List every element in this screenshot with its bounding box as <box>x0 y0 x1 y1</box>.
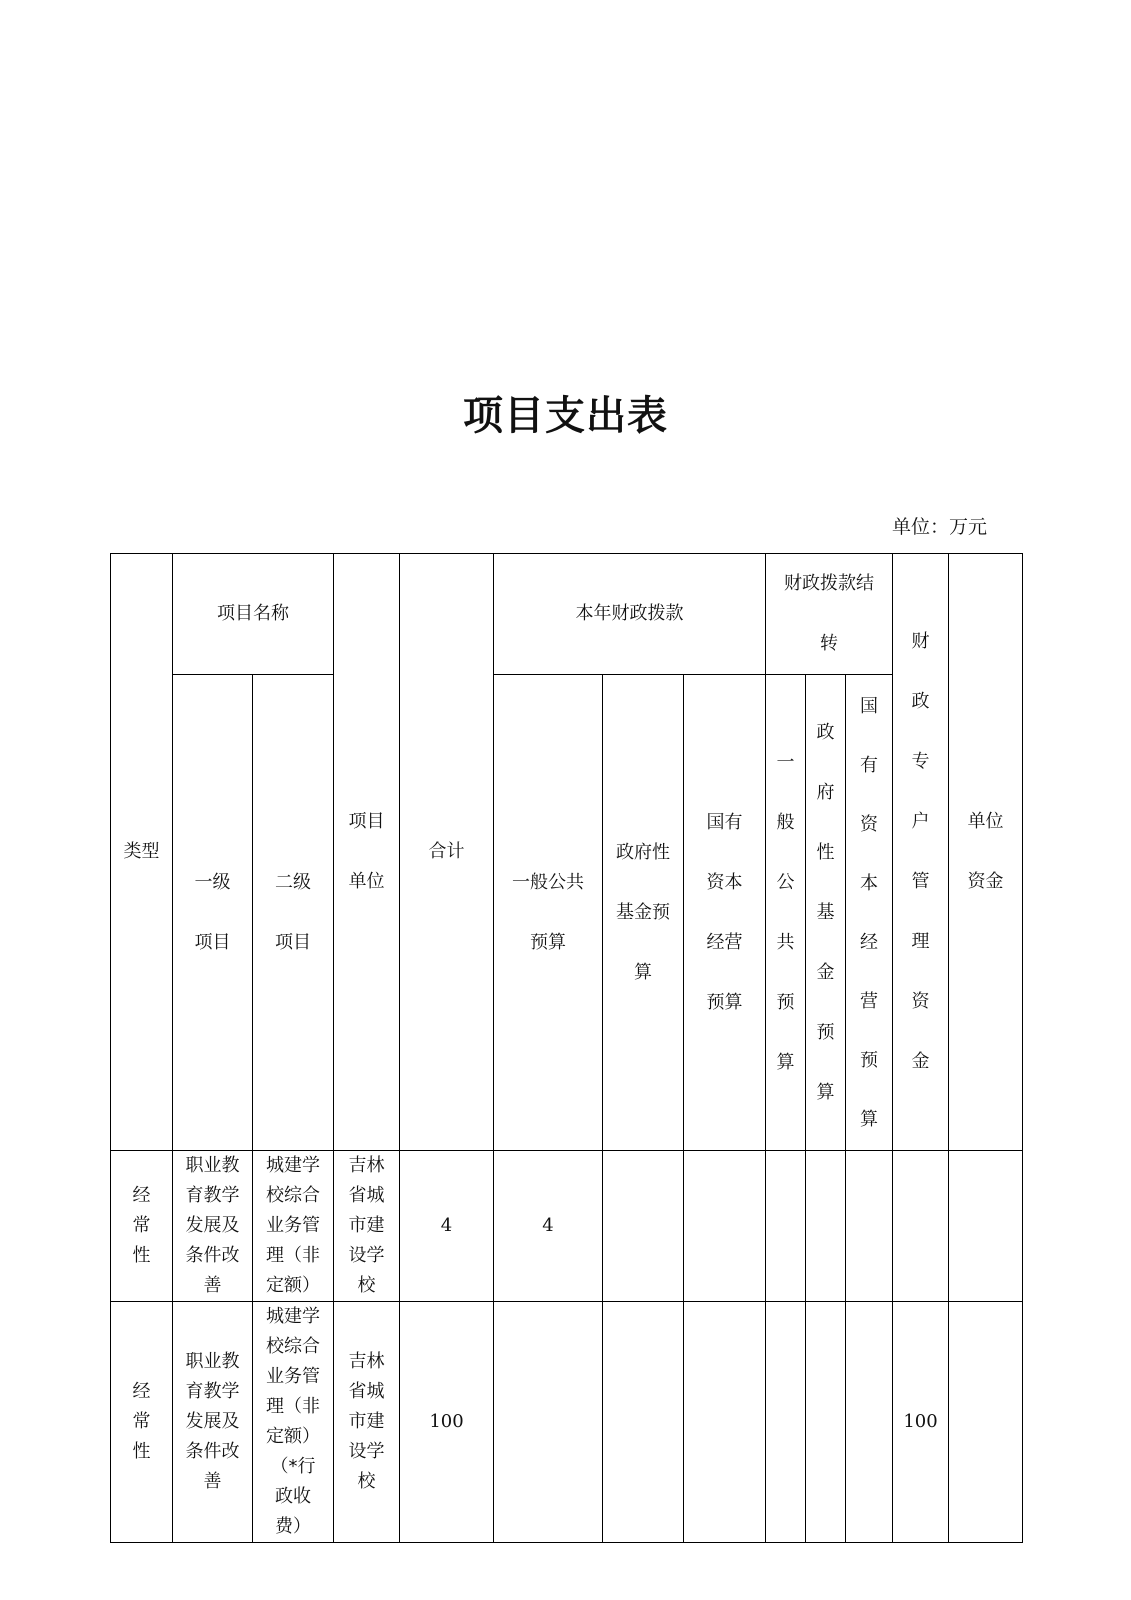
cell-special-account: 100 <box>893 1302 949 1543</box>
header-state-capital: 国有资本经营预算 <box>684 675 766 1151</box>
header-level2: 二级项目 <box>253 675 334 1151</box>
header-project-name: 项目名称 <box>173 554 334 675</box>
cell-unit: 吉林省城市建设学校 <box>334 1151 400 1302</box>
table-row <box>111 1151 1023 1302</box>
header-carry-state-capital: 国有资本经营预算 <box>846 675 893 1151</box>
cell-carry-state-capital <box>846 1151 893 1302</box>
cell-unit-funds <box>949 1302 1023 1543</box>
header-total: 合计 <box>400 554 494 1151</box>
cell-carry-general <box>766 1151 806 1302</box>
cell-state-capital <box>684 1151 766 1302</box>
cell-unit: 吉林省城市建设学校 <box>334 1302 400 1543</box>
header-special-account: 财政专户管理资金 <box>893 554 949 1151</box>
cell-type: 经常性 <box>111 1151 173 1302</box>
cell-special-account <box>893 1151 949 1302</box>
cell-type: 经常性 <box>111 1302 173 1543</box>
table-row <box>111 1302 1023 1543</box>
header-type: 类型 <box>111 554 173 1151</box>
cell-level2: 城建学校综合业务管理（非定额）（*行政收费） <box>253 1302 334 1543</box>
cell-general-public <box>494 1302 603 1543</box>
cell-carry-gov-fund <box>806 1302 846 1543</box>
cell-general-public: 4 <box>494 1151 603 1302</box>
cell-unit-funds <box>949 1151 1023 1302</box>
cell-carry-state-capital <box>846 1302 893 1543</box>
project-expenditure-table <box>110 553 1023 1543</box>
header-this-year: 本年财政拨款 <box>494 554 766 675</box>
cell-state-capital <box>684 1302 766 1543</box>
cell-level1: 职业教育教学发展及条件改善 <box>173 1151 253 1302</box>
cell-carry-general <box>766 1302 806 1543</box>
cell-total: 4 <box>400 1151 494 1302</box>
header-unit-funds: 单位资金 <box>949 554 1023 1151</box>
header-carry-general: 一般公共预算 <box>766 675 806 1151</box>
page-title: 项目支出表 <box>463 392 668 439</box>
cell-level1: 职业教育教学发展及条件改善 <box>173 1302 253 1543</box>
header-gov-fund: 政府性基金预算 <box>603 675 684 1151</box>
unit-label: 单位：万元 <box>891 516 987 538</box>
header-level1: 一级项目 <box>173 675 253 1151</box>
header-project-unit: 项目单位 <box>334 554 400 1151</box>
cell-gov-fund <box>603 1151 684 1302</box>
header-carry-gov-fund: 政府性基金预算 <box>806 675 846 1151</box>
cell-total: 100 <box>400 1302 494 1543</box>
header-general-public: 一般公共预算 <box>494 675 603 1151</box>
cell-level2: 城建学校综合业务管理（非定额） <box>253 1151 334 1302</box>
cell-gov-fund <box>603 1302 684 1543</box>
header-carryover: 财政拨款结转 <box>766 554 893 675</box>
cell-carry-gov-fund <box>806 1151 846 1302</box>
